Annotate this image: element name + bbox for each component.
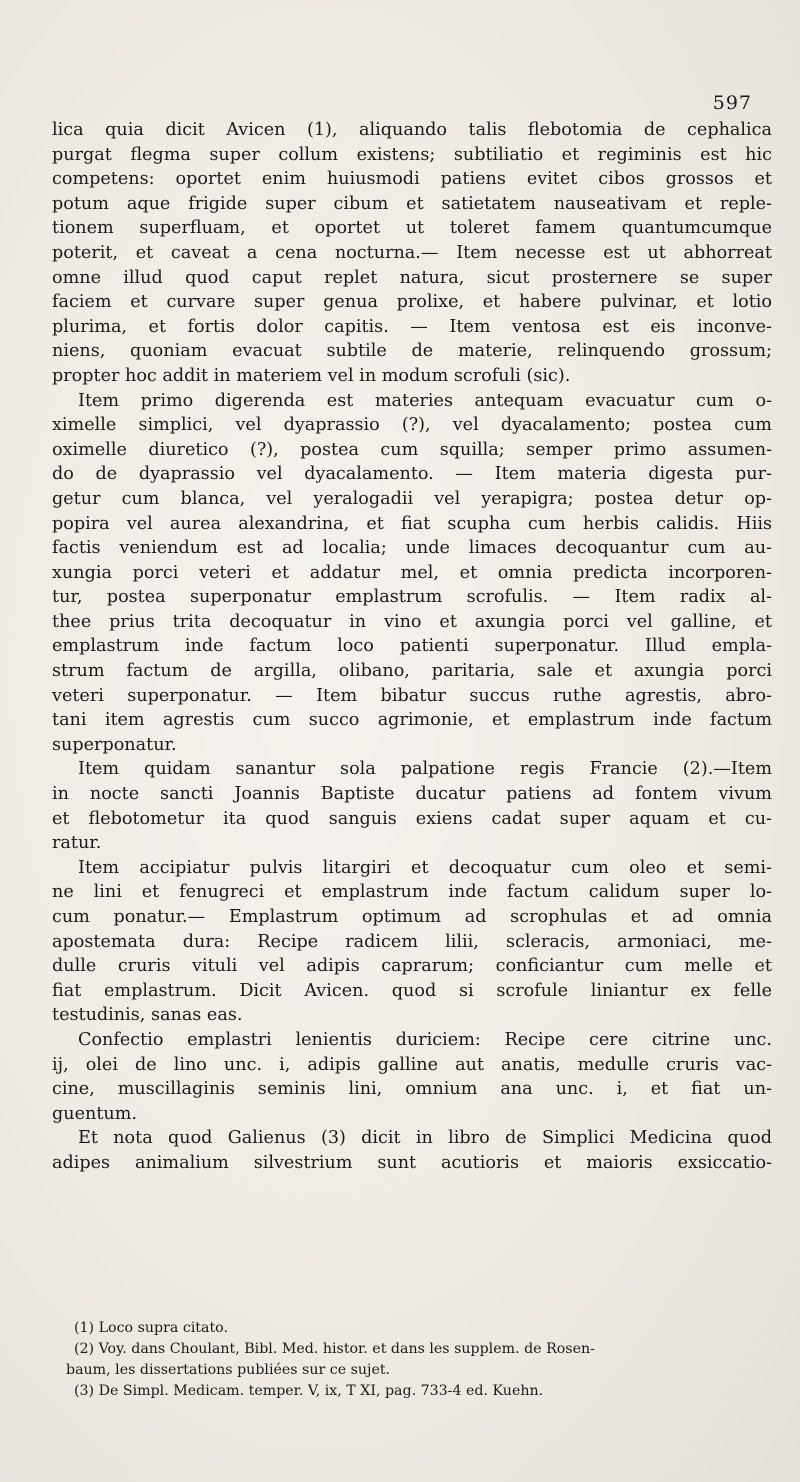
text-line: Item accipiatur pulvis litargiri et decoquatur cum oleo et semi- xyxy=(78,857,772,878)
text-line: Et nota quod Galienus (3) dicit in libro de Simplici Medicina quod xyxy=(78,1128,772,1149)
footnote-separator xyxy=(52,1292,772,1293)
text-line: testudinis, sanas eas. xyxy=(52,1005,243,1026)
text-line: popira vel aurea alexandrina, et fiat scupha cum herbis calidis. Hiis xyxy=(52,513,772,534)
footnotes xyxy=(66,1318,766,1402)
text-line: adipes animalium silvestrium sunt acutioris et maioris exsiccatio- xyxy=(52,1152,772,1173)
page-number: 597 xyxy=(712,92,752,114)
text-line: Item quidam sanantur sola palpatione regis Francie (2).—Item xyxy=(78,759,772,780)
text-line: factis veniendum est ad localia; unde limaces decoquantur cum au- xyxy=(52,538,772,559)
text-line: Confectio emplastri lenientis duriciem: Recipe cere citrine unc. xyxy=(78,1029,772,1050)
text-line: getur cum blanca, vel yeralogadii vel yerapigra; postea detur op- xyxy=(52,488,772,509)
text-line: do de dyaprassio vel dyacalamento. — Item materia digesta pur- xyxy=(52,464,772,485)
text-line: ij, olei de lino unc. i, adipis galline aut anatis, medulle cruris vac- xyxy=(52,1054,772,1075)
text-line: ratur. xyxy=(52,833,102,854)
text-line: in nocte sancti Joannis Baptiste ducatur patiens ad fontem vivum xyxy=(52,784,772,805)
text-line: guentum. xyxy=(52,1103,138,1124)
footnote-line: baum, les dissertations publiées sur ce sujet. xyxy=(66,1362,391,1378)
text-line: oximelle diuretico (?), postea cum squilla; semper primo assumen- xyxy=(52,439,772,460)
text-line: superponatur. xyxy=(52,734,177,755)
footnote-line: (3) De Simpl. Medicam. temper. V, ix, T XI, pag. 733-4 ed. Kuehn. xyxy=(74,1383,544,1399)
text-line: emplastrum inde factum loco patienti superponatur. Illud empla- xyxy=(52,636,772,657)
text-line: apostemata dura: Recipe radicem lilii, scleracis, armoniaci, me- xyxy=(52,931,772,952)
text-line: plurima, et fortis dolor capitis. — Item ventosa est eis inconve- xyxy=(52,316,772,337)
text-line: tani item agrestis cum succo agrimonie, et emplastrum inde factum xyxy=(52,710,772,731)
main-text xyxy=(52,118,772,1176)
text-line: cine, muscillaginis seminis lini, omnium ana unc. i, et fiat un- xyxy=(52,1079,772,1100)
text-line: lica quia dicit Avicen (1), aliquando talis flebotomia de cephalica xyxy=(52,120,772,140)
text-line: tionem superfluam, et oportet ut toleret famem quantumcumque xyxy=(52,218,772,239)
text-line: xungia porci veteri et addatur mel, et omnia predicta incorporen- xyxy=(52,562,772,583)
footnote-line: (1) Loco supra citato. xyxy=(74,1320,228,1336)
text-line: omne illud quod caput replet natura, sicut prosternere se super xyxy=(52,267,772,288)
text-line: et flebotometur ita quod sanguis exiens cadat super aquam et cu- xyxy=(52,808,772,829)
text-line: ximelle simplici, vel dyaprassio (?), vel dyacalamento; postea cum xyxy=(52,415,772,436)
footnote-line: (2) Voy. dans Choulant, Bibl. Med. histor. et dans les supplem. de Rosen- xyxy=(74,1341,595,1357)
text-line: tur, postea superponatur emplastrum scrofulis. — Item radix al- xyxy=(52,587,772,608)
text-line: fiat emplastrum. Dicit Avicen. quod si scrofule liniantur ex felle xyxy=(52,980,772,1001)
text-line: veteri superponatur. — Item bibatur succus ruthe agrestis, abro- xyxy=(52,685,772,706)
text-line: dulle cruris vituli vel adipis caprarum; conficiantur cum melle et xyxy=(52,956,772,977)
text-line: faciem et curvare super genua prolixe, et habere pulvinar, et lotio xyxy=(52,292,772,313)
text-line: poterit, et caveat a cena nocturna.— Item necesse est ut abhorreat xyxy=(52,242,772,263)
text-line: Item primo digerenda est materies antequam evacuatur cum o- xyxy=(78,390,772,411)
text-line: propter hoc addit in materiem vel in modum scrofuli (sic). xyxy=(52,365,571,386)
text-line: strum factum de argilla, olibano, paritaria, sale et axungia porci xyxy=(52,661,772,682)
text-line: ne lini et fenugreci et emplastrum inde factum calidum super lo- xyxy=(52,882,772,903)
text-line: thee prius trita decoquatur in vino et axungia porci vel galline, et xyxy=(52,611,772,632)
text-line: competens: oportet enim huiusmodi patiens evitet cibos grossos et xyxy=(52,169,772,190)
text-line: purgat flegma super collum existens; subtiliatio et regiminis est hic xyxy=(52,144,772,165)
text-line: cum ponatur.— Emplastrum optimum ad scrophulas et ad omnia xyxy=(52,907,772,927)
text-line: niens, quoniam evacuat subtile de materie, relinquendo grossum; xyxy=(52,341,772,362)
text-line: potum aque frigide super cibum et satietatem nauseativam et reple- xyxy=(52,193,772,214)
